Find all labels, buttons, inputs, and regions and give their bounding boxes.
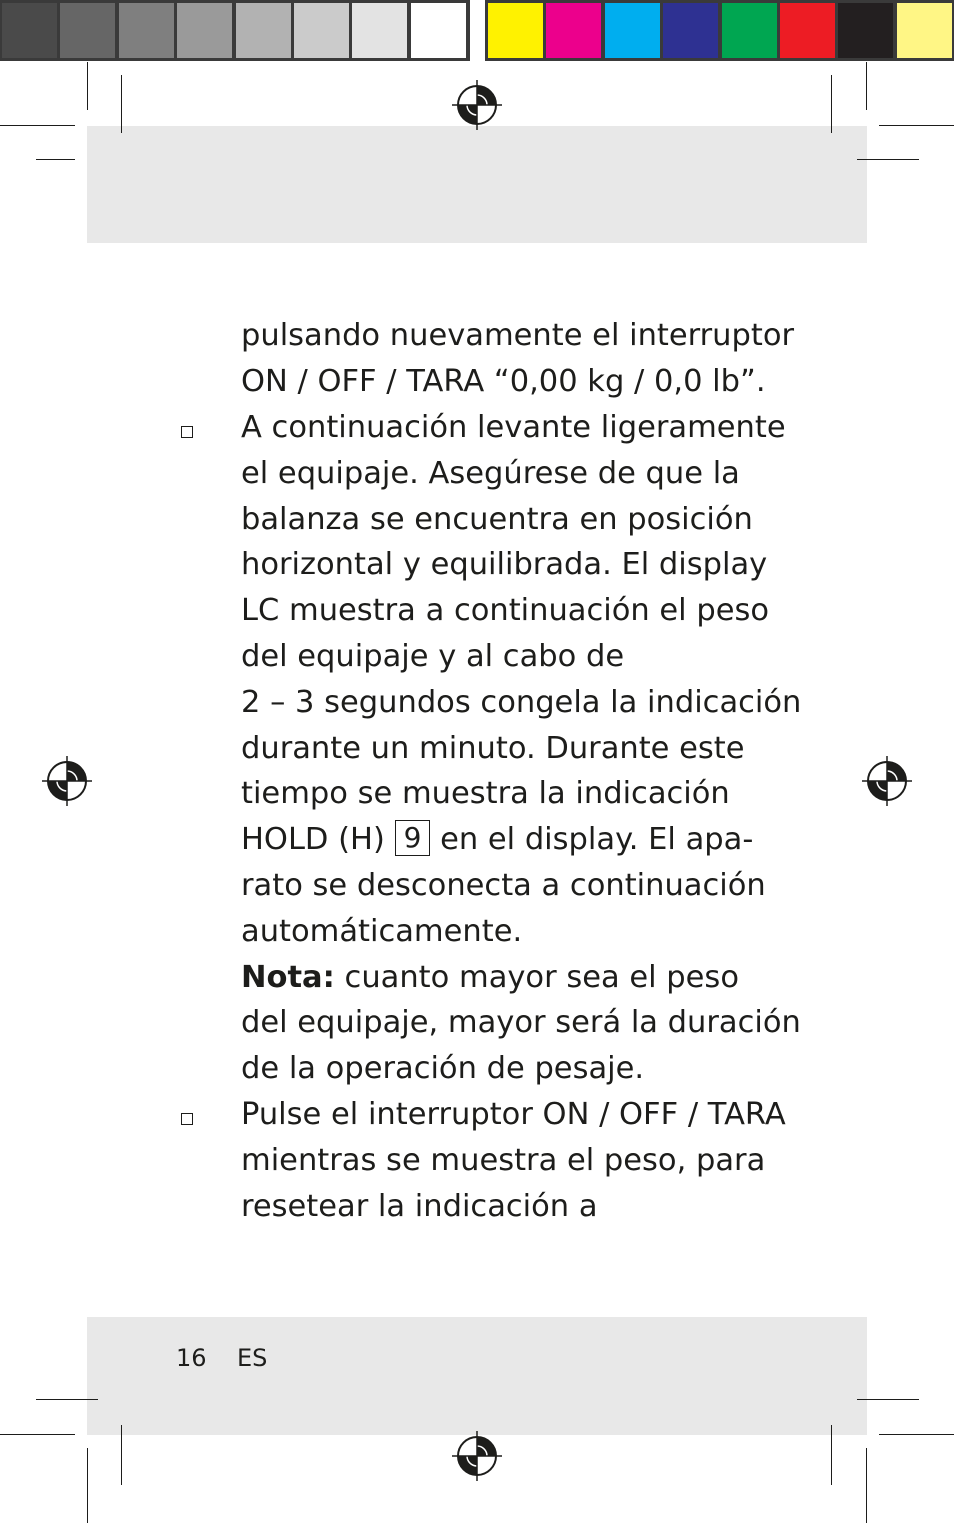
- crop-mark: [866, 1448, 867, 1523]
- body-line: pulsando nuevamente el interruptor: [241, 318, 795, 353]
- color-swatch: [780, 3, 835, 58]
- color-swatch: [663, 3, 718, 58]
- gray-swatch: [411, 3, 466, 58]
- item1-line: LC muestra a continuación el peso: [241, 593, 770, 628]
- hold-suffix: en el display. El apa-: [440, 822, 754, 857]
- crop-mark: [831, 75, 832, 133]
- crop-mark: [857, 1399, 919, 1400]
- gray-swatch: [236, 3, 291, 58]
- color-swatch: [546, 3, 601, 58]
- language-code: ES: [237, 1344, 268, 1372]
- note-line: del equipaje, mayor será la duración: [241, 1005, 801, 1040]
- item1-line: del equipaje y al cabo de: [241, 639, 625, 674]
- crop-mark: [121, 75, 122, 133]
- checkbox-bullet: [181, 1113, 193, 1125]
- page-number: 16: [176, 1344, 207, 1372]
- color-swatch: [897, 3, 952, 58]
- color-swatch: [722, 3, 777, 58]
- crop-mark: [866, 62, 867, 110]
- registration-mark-bottom: [452, 1431, 502, 1481]
- item1-line: horizontal y equilibrada. El display: [241, 547, 768, 582]
- crop-mark: [87, 1448, 88, 1523]
- item2-line: mientras se muestra el peso, para: [241, 1143, 766, 1178]
- item2-line: Pulse el interruptor ON / OFF / TARA: [241, 1097, 786, 1132]
- crop-mark: [831, 1425, 832, 1485]
- item1-line: durante un minuto. Durante este: [241, 731, 745, 766]
- reference-number-box: 9: [395, 820, 431, 856]
- gray-swatch: [119, 3, 174, 58]
- item1-line: el equipaje. Asegúrese de que la: [241, 456, 740, 491]
- hold-prefix: HOLD (H): [241, 822, 385, 857]
- header-band: [87, 126, 867, 243]
- hold-line: [241, 817, 753, 863]
- item1-line: rato se desconecta a continuación: [241, 868, 766, 903]
- crop-mark: [879, 1434, 954, 1435]
- note-line: [241, 955, 739, 1001]
- crop-mark: [857, 159, 919, 160]
- crop-mark: [879, 125, 954, 126]
- note-label: Nota:: [241, 960, 335, 995]
- crop-mark: [0, 1434, 75, 1435]
- footer-band: [87, 1317, 867, 1435]
- gray-swatch: [294, 3, 349, 58]
- item1-line: A continuación levante ligeramente: [241, 410, 786, 445]
- crop-mark: [87, 62, 88, 110]
- checkbox-bullet: [181, 426, 193, 438]
- note-line: de la operación de pesaje.: [241, 1051, 645, 1086]
- registration-mark-top: [452, 80, 502, 130]
- crop-mark: [36, 1399, 98, 1400]
- color-swatch: [605, 3, 660, 58]
- item1-line: automáticamente.: [241, 914, 523, 949]
- item1-line: 2 – 3 segundos congela la indicación: [241, 685, 802, 720]
- color-swatch: [488, 3, 543, 58]
- color-swatch: [838, 3, 893, 58]
- crop-mark: [121, 1425, 122, 1485]
- note-text: cuanto mayor sea el peso: [344, 960, 739, 995]
- registration-mark-right: [862, 756, 912, 806]
- item2-line: resetear la indicación a: [241, 1189, 598, 1224]
- item1-line: balanza se encuentra en posición: [241, 502, 753, 537]
- gray-swatch: [2, 3, 57, 58]
- body-line: ON / OFF / TARA “0,00 kg / 0,0 lb”.: [241, 364, 766, 399]
- crop-mark: [0, 125, 75, 126]
- registration-mark-left: [42, 756, 92, 806]
- item1-line: tiempo se muestra la indicación: [241, 776, 730, 811]
- gray-swatch: [177, 3, 232, 58]
- gray-swatch: [352, 3, 407, 58]
- crop-mark: [36, 159, 75, 160]
- gray-swatch: [60, 3, 115, 58]
